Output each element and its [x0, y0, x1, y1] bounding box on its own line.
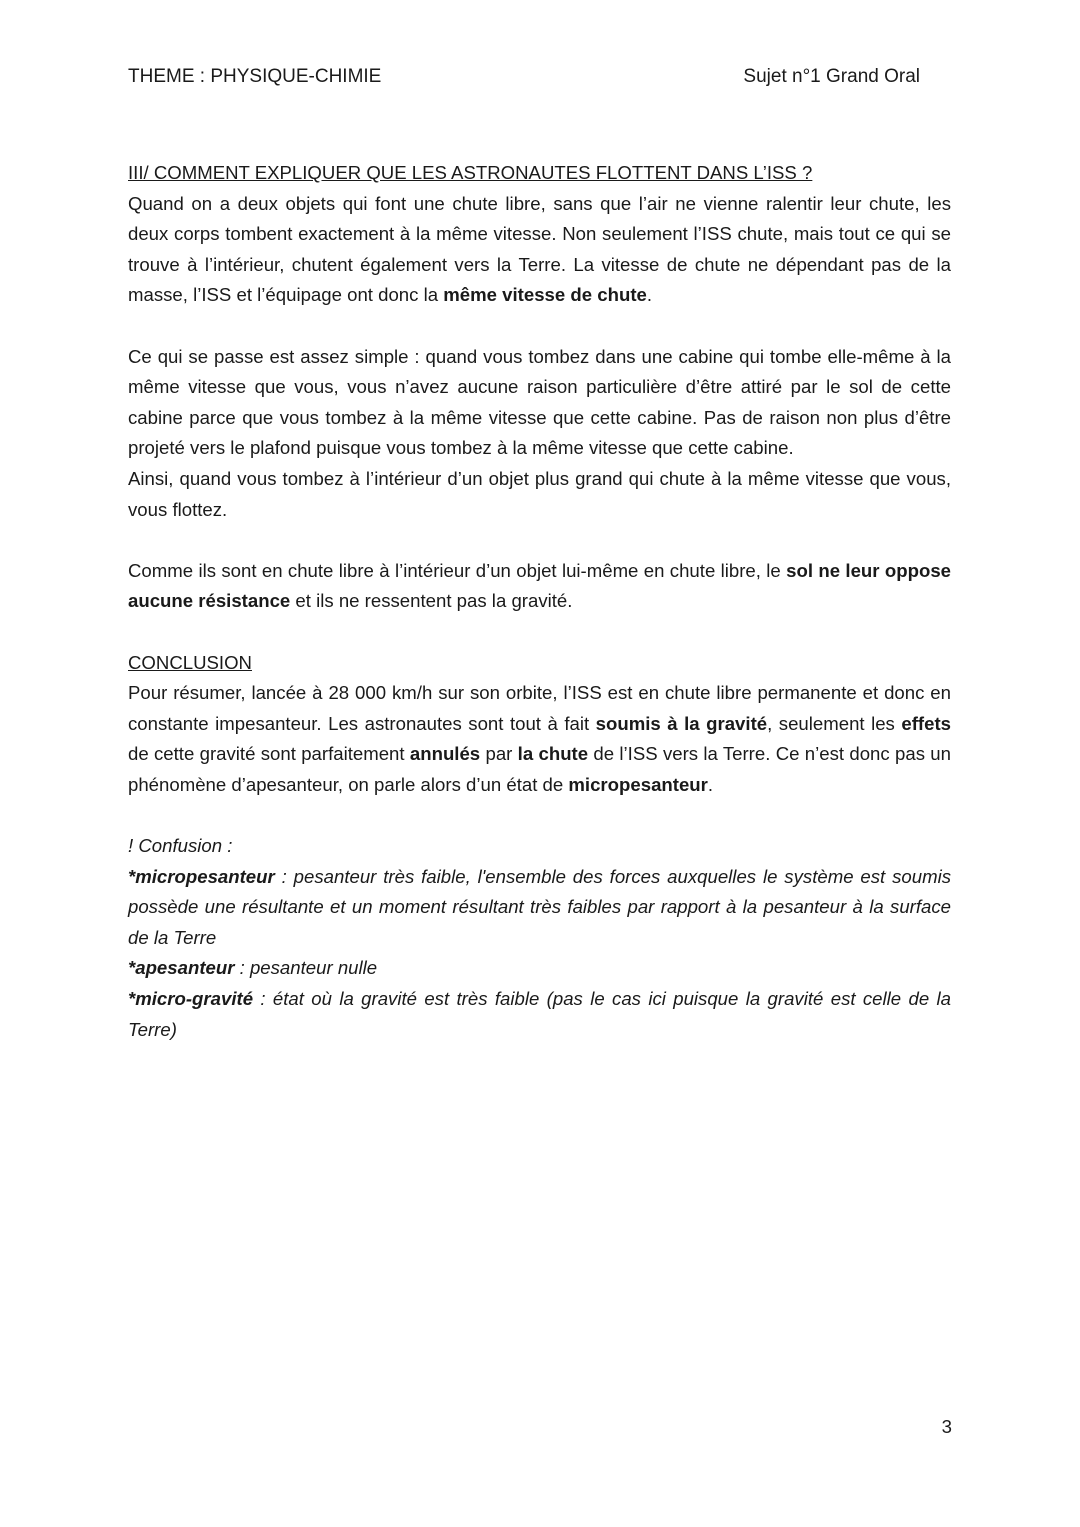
text-run: . [707, 773, 714, 795]
term: *micro-gravité [128, 988, 254, 1010]
bold-run: effets [901, 712, 951, 734]
paragraph-cabin: Ce qui se passe est assez simple : quand vous tombez dans une cabine qui tombe elle-même à la même vitesse que vous, vous n’avez aucune raison particulière d’être attiré par le sol de cette cabine parce que vous tombez à la même vitesse que cette cabine. Pas de raison non plus d’être projeté vers le plafond puisque vous tombez à la même vitesse que cette cabine. [128, 345, 951, 459]
document-body [128, 158, 951, 1045]
definition: : pesanteur nulle [234, 957, 378, 979]
bold-run: la chute [517, 743, 589, 765]
page-number: 3 [941, 1416, 952, 1437]
section-title: III/ COMMENT EXPLIQUER QUE LES ASTRONAUTES FLOTTENT DANS L’ISS ? [128, 162, 813, 183]
definition: : pesanteur très faible, l'ensemble des forces auxquelles le système est soumis possède une résultante et un moment résultant très faibles par rapport à la pesanteur à la surface de la Terre [128, 865, 951, 948]
term: *apesanteur [128, 957, 235, 979]
text-run: par [480, 743, 518, 765]
text-run: Pour résumer, lancée à 28 000 km/h sur son orbite, l’ISS est en chute libre permanente et donc en constante impesanteur. Les astronautes sont tout à fait [128, 682, 951, 734]
bold-run: même vitesse de chute [443, 284, 647, 306]
bold-run: micropesanteur [568, 773, 708, 795]
header-subject: Sujet n°1 Grand Oral [743, 66, 920, 87]
term: *micropesanteur [128, 865, 275, 887]
text-run: et ils ne ressentent pas la gravité. [290, 590, 573, 612]
header-theme: THEME : PHYSIQUE-CHIMIE [128, 66, 382, 87]
bold-run: soumis à la gravité [595, 712, 768, 734]
text-run: Quand on a deux objets qui font une chute libre, sans que l’air ne vienne ralentir leur chute, les deux corps tombent exactement à la même vitesse. Non seulement l’ISS chute, mais tout ce qui se trouve à l’intérieur, chutent également vers la Terre. La vitesse de chute ne dépendant pas de la masse, l’ISS et l’équipage ont donc la [128, 192, 951, 306]
definition-micro-gravite [128, 984, 951, 1045]
paragraph-float: Ainsi, quand vous tombez à l’intérieur d’un objet plus grand qui chute à la même vitesse que vous, vous flottez. [128, 467, 951, 520]
text-run: Comme ils sont en chute libre à l’intérieur d’un objet lui-même en chute libre, le [128, 559, 787, 581]
paragraph-free-fall [128, 189, 951, 311]
definition-micropesanteur [128, 862, 951, 954]
conclusion-title: CONCLUSION [128, 651, 252, 673]
confusion-box [128, 831, 951, 1045]
text-run: . [646, 284, 653, 306]
page-header [128, 66, 920, 92]
text-run: de l’ISS vers la Terre. Ce n’est donc pas un phénomène d’apesanteur, on parle alors d’un état de [128, 743, 951, 795]
definition: : état où la gravité est très faible (pas le cas ici puisque la gravité est celle de la Terre) [128, 988, 951, 1040]
definition-apesanteur [128, 953, 951, 984]
bold-run: sol ne leur oppose aucune résistance [128, 559, 951, 612]
confusion-heading: ! Confusion : [128, 835, 233, 857]
paragraph-conclusion [128, 678, 951, 800]
paragraph-resistance [128, 556, 951, 617]
text-run: , seulement les [767, 712, 902, 734]
bold-run: annulés [409, 743, 481, 765]
text-run: de cette gravité sont parfaitement [128, 743, 410, 765]
